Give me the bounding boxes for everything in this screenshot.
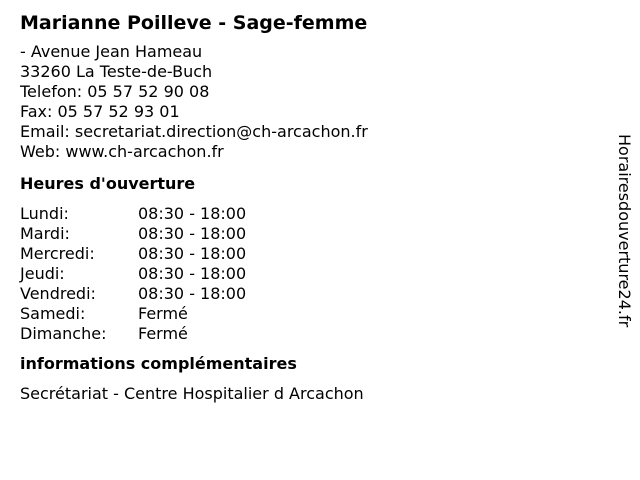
day-label: Vendredi: [20,284,96,303]
hours-row-sunday [20,324,610,344]
time-value: 08:30 - 18:00 [138,224,247,243]
time-value: 08:30 - 18:00 [138,264,247,283]
time-value: Fermé [138,304,188,323]
opening-hours-table [20,204,610,344]
hours-row-wednesday [20,244,610,264]
day-label: Jeudi: [20,264,65,283]
day-label: Mercredi: [20,244,95,263]
day-label: Dimanche: [20,324,107,343]
additional-info-text: Secrétariat - Centre Hospitalier d Arcachon [20,384,364,403]
address-street: - Avenue Jean Hameau [20,42,203,61]
hours-row-monday [20,204,610,224]
phone-number: Telefon: 05 57 52 90 08 [20,82,210,101]
day-label: Lundi: [20,204,69,223]
day-label: Mardi: [20,224,70,243]
contact-block [20,42,610,162]
fax-number: Fax: 05 57 52 93 01 [20,102,180,121]
site-watermark: Horairesdouverture24.fr [615,134,634,328]
hours-row-saturday [20,304,610,324]
address-city: 33260 La Teste-de-Buch [20,62,213,81]
time-value: Fermé [138,324,188,343]
day-label: Samedi: [20,304,86,323]
time-value: 08:30 - 18:00 [138,244,247,263]
opening-hours-heading: Heures d'ouverture [20,174,196,193]
business-card [20,10,610,404]
page-title: Marianne Poilleve - Sage-femme [20,12,368,34]
hours-row-friday [20,284,610,304]
additional-info-heading: informations complémentaires [20,354,297,373]
hours-row-tuesday [20,224,610,244]
email-address: Email: secretariat.direction@ch-arcachon.fr [20,122,368,141]
website: Web: www.ch-arcachon.fr [20,142,224,161]
time-value: 08:30 - 18:00 [138,284,247,303]
hours-row-thursday [20,264,610,284]
time-value: 08:30 - 18:00 [138,204,247,223]
